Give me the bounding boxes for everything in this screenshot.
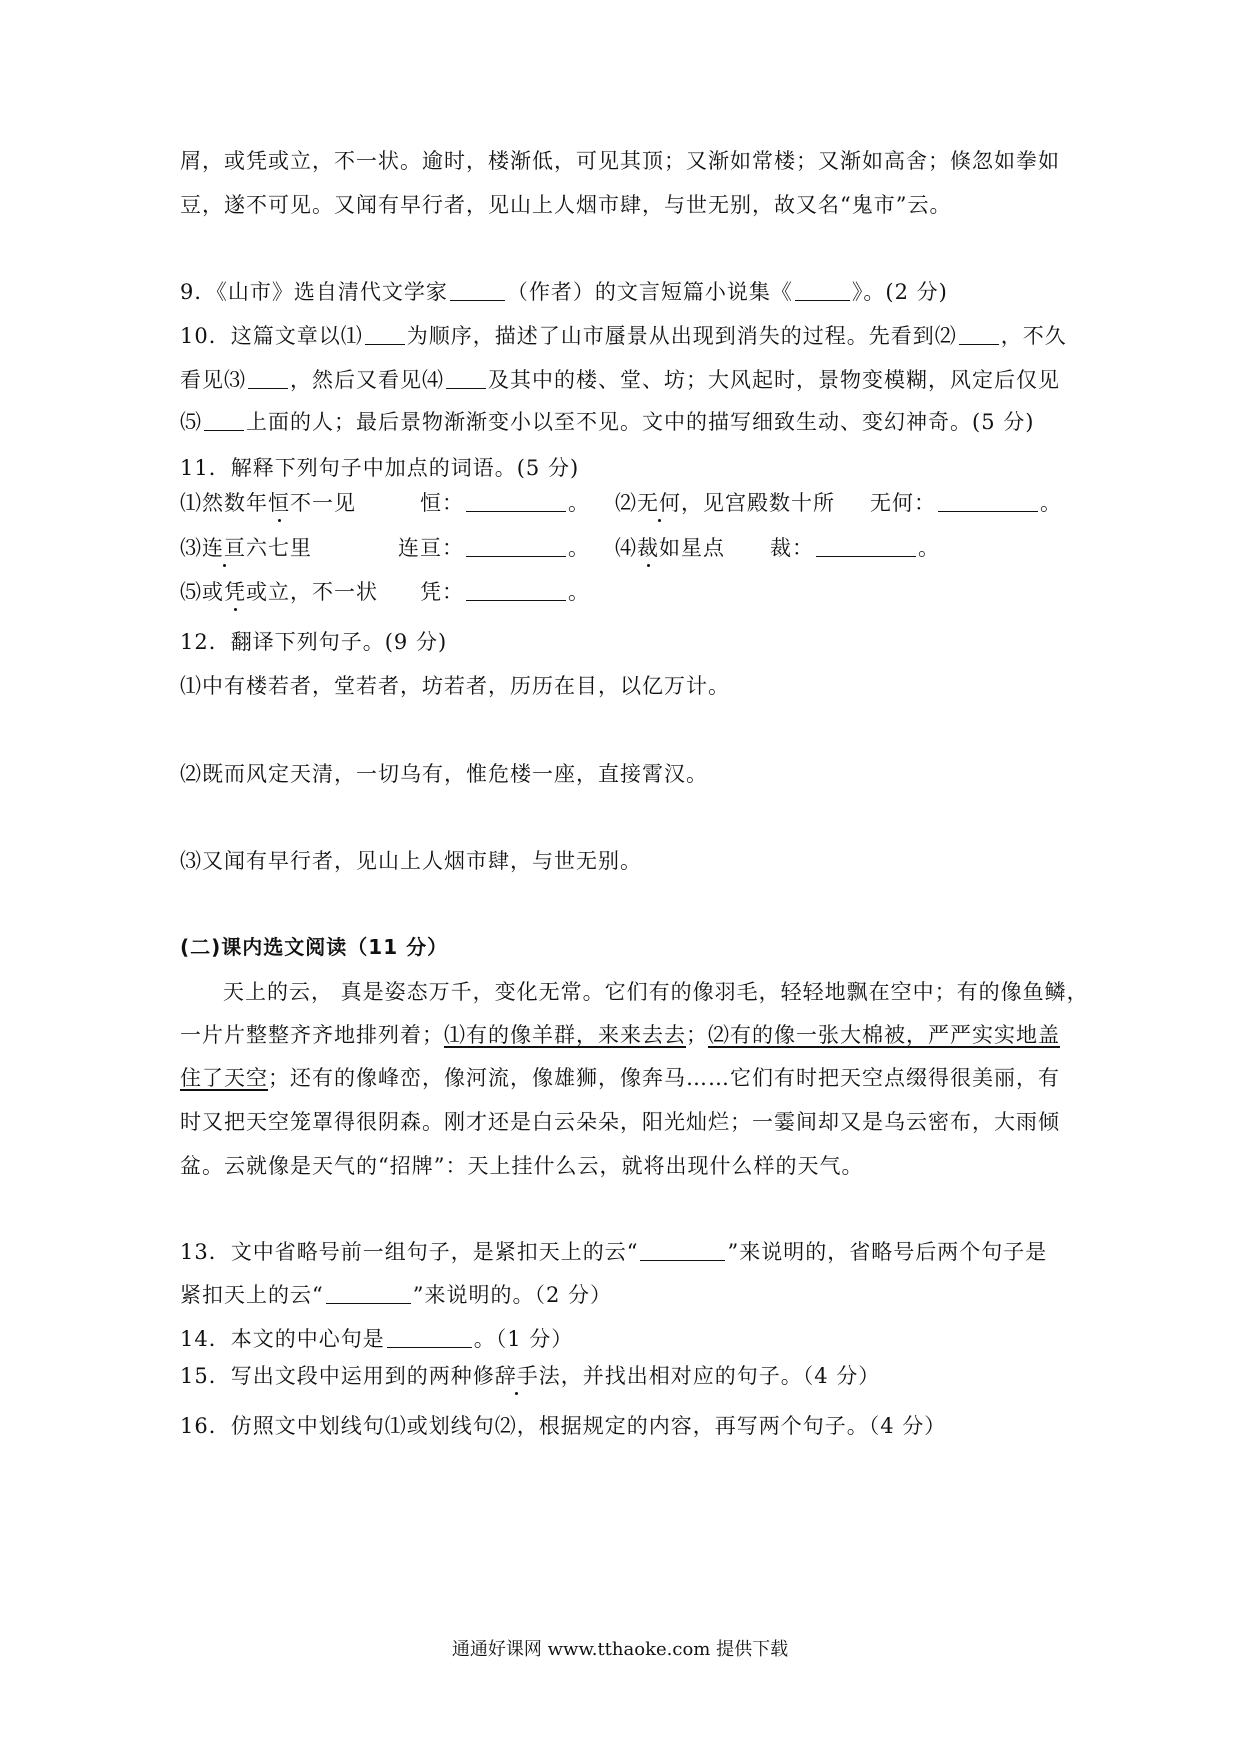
passage-line: 屑，或凭或立，不一状。逾时，楼渐低，可见其顶；又渐如常楼；又渐如高舍；倏忽如拳如 xyxy=(180,149,1060,173)
question-11-answer: 连亘： 。 xyxy=(398,536,590,560)
underlined-sentence-2: ⑵有的像一张大棉被，严严实实地盖 xyxy=(708,1023,1060,1047)
answer-blank[interactable] xyxy=(466,582,566,601)
answer-blank[interactable] xyxy=(365,326,405,345)
passage-line: 天上的云， 真是姿态万千，变化无常。它们有的像羽毛，轻轻地飘在空中；有的像鱼鳞， xyxy=(223,980,1089,1004)
question-11-item: ⑷裁如星点 xyxy=(615,536,725,560)
question-9: 9．《山市》选自清代文学家 （作者）的文言短篇小说集《 》。(2 分) xyxy=(180,280,948,304)
question-11-title: 11．解释下列句子中加点的词语。(5 分) xyxy=(180,456,580,480)
question-11-answer: 裁： 。 xyxy=(770,536,940,560)
answer-blank[interactable] xyxy=(450,282,505,301)
question-12-sentence: ⑶又闻有早行者，见山上人烟市肆，与世无别。 xyxy=(180,849,642,873)
underlined-sentence-1: ⑴有的像羊群，来来去去 xyxy=(444,1023,686,1047)
page-footer: 通通好课网 www.tthaoke.com 提供下载 xyxy=(451,1639,789,1660)
question-10-line1: 10．这篇文章以⑴ 为顺序，描述了山市蜃景从出现到消失的过程。先看到⑵ ，不久 xyxy=(180,324,1067,348)
answer-blank[interactable] xyxy=(387,1329,472,1348)
question-10-line3: ⑸ 上面的人；最后景物渐渐变小以至不见。文中的描写细致生动、变幻神奇。(5 分) xyxy=(180,410,1035,434)
dotted-word: 裁 xyxy=(637,536,659,560)
passage-line: 一片片整整齐齐地排列着；⑴有的像羊群，来来去去；⑵有的像一张大棉被，严严实实地盖 xyxy=(180,1023,1060,1047)
question-10-line2: 看见⑶ ，然后又看见⑷ 及其中的楼、堂、坊；大风起时，景物变模糊，风定后仅见 xyxy=(180,368,1060,392)
question-12-sentence: ⑴中有楼若者，堂若者，坊若者，历历在目，以亿万计。 xyxy=(180,674,730,698)
dotted-word: 恒 xyxy=(268,491,290,515)
answer-blank[interactable] xyxy=(326,1285,411,1304)
question-11-item: ⑵无何，见宫殿数十所 xyxy=(615,491,835,515)
dotted-word: 无何 xyxy=(637,491,681,515)
question-13-line1: 13．文中省略号前一组句子，是紧扣天上的云“ ”来说明的，省略号后两个句子是 xyxy=(180,1240,1048,1264)
answer-blank[interactable] xyxy=(248,370,288,389)
dotted-word: 修辞手法 xyxy=(472,1364,561,1388)
question-11-answer: 凭： 。 xyxy=(420,580,590,604)
question-12-sentence: ⑵既而风定天清，一切乌有，惟危楼一座，直接霄汉。 xyxy=(180,762,708,786)
question-15: 15．写出文段中运用到的两种修辞手法，并找出相对应的句子。（4 分） xyxy=(180,1364,881,1388)
answer-blank[interactable] xyxy=(466,538,566,557)
passage-line: 时又把天空笼罩得很阴森。刚才还是白云朵朵，阳光灿烂；一霎间却又是乌云密布，大雨倾 xyxy=(180,1110,1060,1134)
answer-blank[interactable] xyxy=(640,1242,725,1261)
question-11-item: ⑶连亘六七里 xyxy=(180,536,312,560)
passage-line: 住了天空；还有的像峰峦，像河流，像雄狮，像奔马……它们有时把天空点缀得很美丽，有 xyxy=(180,1066,1060,1090)
dotted-word: 连亘 xyxy=(202,536,246,560)
answer-blank[interactable] xyxy=(795,282,850,301)
question-16: 16．仿照文中划线句⑴或划线句⑵，根据规定的内容，再写两个句子。（4 分） xyxy=(180,1414,947,1438)
passage-line: 豆，遂不可见。又闻有早行者，见山上人烟市肆，与世无别，故又名“鬼市”云。 xyxy=(180,193,952,217)
underlined-sentence-2-end: 住了天空 xyxy=(180,1066,268,1090)
section-heading: (二)课内选文阅读（11 分） xyxy=(180,935,449,959)
answer-blank[interactable] xyxy=(446,370,486,389)
question-11-answer: 无何： 。 xyxy=(870,491,1062,515)
answer-blank[interactable] xyxy=(466,493,566,512)
question-11-item: ⑸或凭或立，不一状 xyxy=(180,580,378,604)
answer-blank[interactable] xyxy=(204,412,244,431)
answer-blank[interactable] xyxy=(938,493,1038,512)
question-14: 14．本文的中心句是 。（1 分） xyxy=(180,1327,574,1351)
question-12-title: 12．翻译下列句子。(9 分) xyxy=(180,630,448,654)
passage-line: 盆。云就像是天气的“招牌”：天上挂什么云，就将出现什么样的天气。 xyxy=(180,1154,864,1178)
dotted-word: 凭 xyxy=(224,580,246,604)
question-13-line2: 紧扣天上的云“ ”来说明的。（2 分） xyxy=(180,1283,613,1307)
answer-blank[interactable] xyxy=(816,538,916,557)
question-11-item: ⑴然数年恒不一见 xyxy=(180,491,356,515)
answer-blank[interactable] xyxy=(959,326,999,345)
question-11-answer: 恒： 。 xyxy=(420,491,590,515)
